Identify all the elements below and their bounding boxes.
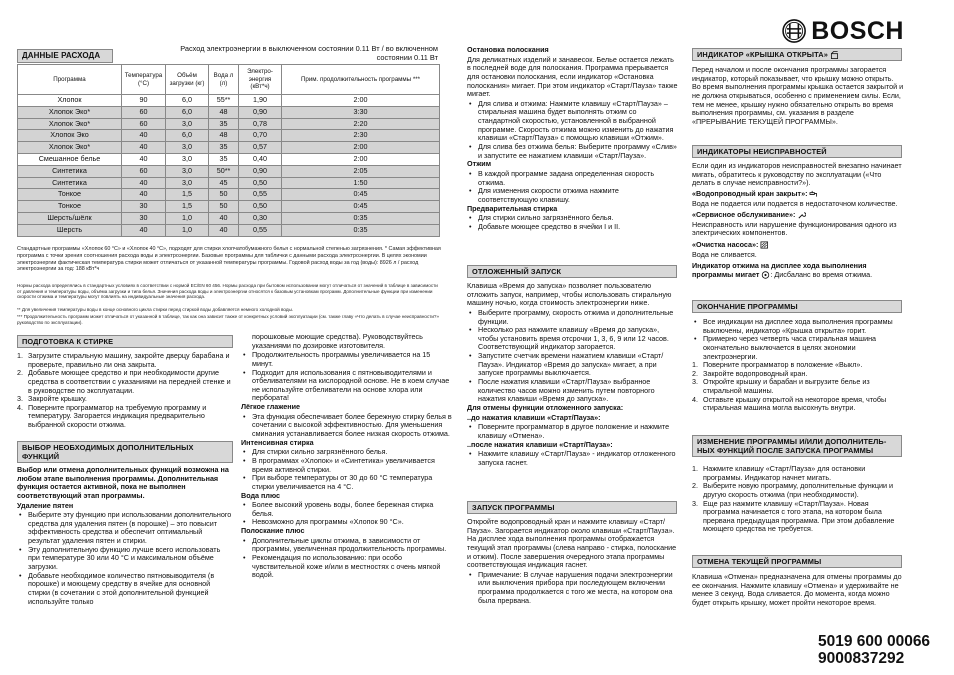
fault-intro: Если один из индикаторов неисправностей внезапно начинает мигать, обратитесь к руководству по эксплуатации («Что делать в случае неисправности?»). xyxy=(692,161,902,188)
table-cell: 0:45 xyxy=(282,201,440,213)
doc-code-1: 5019 600 00066 xyxy=(818,633,931,650)
list-item: • Все индикации на дисплее хода выполнения программы выключены, индикатор «Крышка открыта» горит. xyxy=(692,318,904,335)
list-item: • Подходит для использования с пятновыводителями и отбеливателями на кислородной основе. Не в коем случае не используйте отбеливатели на основе хлора или пербората! xyxy=(241,369,453,404)
list-item: 4. Оставьте крышку открытой на некоторое время, чтобы стиральная машина могла высохнуть внутри. xyxy=(692,394,887,413)
table-cell: 0,90 xyxy=(239,165,282,177)
table-cell: 0,90 xyxy=(239,106,282,118)
list-item: • Выберите программу, скорость отжима и дополнительные функции. xyxy=(467,309,679,326)
list-item: 1. Поверните программатор в положение «Выкл». xyxy=(692,360,863,370)
list-item: • Несколько раз нажмите клавишу «Время до запуска», чтобы установить время отсрочки 1, 3, 6, 9 или 12 часов. Соответствующий индикатор загорается. xyxy=(467,326,679,352)
table-cell: 40 xyxy=(122,142,166,154)
end-section xyxy=(692,318,904,413)
table-cell: 40 xyxy=(122,130,166,142)
table-row xyxy=(18,189,440,201)
table-cell: 3,0 xyxy=(166,177,209,189)
cancel-sub1: ..до нажатия клавиши «Старт/Пауза»: xyxy=(467,412,601,422)
lid-header xyxy=(692,48,902,61)
table-cell: 0,55 xyxy=(239,224,282,236)
list-item: • Дополнительные циклы отжима, в зависимости от программы, увеличенная продолжительность программы. xyxy=(241,537,453,554)
list-item: • Продолжительность программы увеличивается на 15 минут. xyxy=(241,351,453,368)
table-header-row xyxy=(18,65,440,95)
list-item: • При выборе температуры от 30 до 60 °C температура стирки увеличивается на 4 °C. xyxy=(241,474,453,491)
end-header: ОКОНЧАНИЕ ПРОГРАММЫ xyxy=(692,300,902,313)
fault-tap-text: Вода не подается или подается в недостаточном количестве. xyxy=(692,198,898,208)
list-item: • Эту дополнительную функцию лучше всего использовать при температуре 30 или 40 °C и максимальном объёме загрузки. xyxy=(17,546,233,572)
list-item: 2. Выберите новую программу, дополнительные функции и другую скорость отжима (при необходимости). xyxy=(692,481,893,499)
doc-code-2: 9000837292 xyxy=(818,650,905,667)
table-cell: 2:20 xyxy=(282,118,440,130)
table-cell: Хлопок Эко xyxy=(18,130,122,142)
table-cell: 3,0 xyxy=(166,118,209,130)
list-item: • Для слива и отжима: Нажмите клавишу «Старт/Пауза» – стиральная машина будет выполнять отжим со стандартной скоростью, установленной в выбранной программе. Скорость отжима можно изменить до нажатия клавиши «Старт/Пауза» с помощью клавиши «Отжим». xyxy=(467,100,679,143)
stop-intro: Для деликатных изделий и занавесок. Белье остается лежать в последней воде для полоскания. Программа прерывается для остановки полоскания, если индикатор «Остановка полоскания» мигает. При этом индикатор «Старт/Пауза» также мигает. xyxy=(467,54,678,99)
table-cell: 0:35 xyxy=(282,224,440,236)
fault-section xyxy=(692,162,904,281)
list-item: • Рекомендация по использованию: при особо чувствительной коже и/или в местностях с очень мягкой водой. xyxy=(241,554,453,580)
consumption-table xyxy=(17,64,440,237)
start-intro: Откройте водопроводный кран и нажмите клавишу «Старт/Пауза». Загорается индикатор около клавиши «Старт/Пауза». На дисплее хода выполнения программы отображается текущий этап программы (слева направо - стирка, полоскание и отжим). После завершения очередного этапа программы соответствующая индикация гаснет. xyxy=(467,517,677,570)
table-cell: Тонкое xyxy=(18,201,122,213)
list-item: • Более высокий уровень воды, более бережная стирка белья. xyxy=(241,501,453,518)
table-cell: 50** xyxy=(209,165,239,177)
standby-consumption: Расход электроэнергии в выключенном состоянии 0.11 Вт / во включенном состоянии 0.11 Вт xyxy=(180,44,438,62)
table-cell: 40 xyxy=(122,153,166,165)
table-row xyxy=(18,106,440,118)
table-cell: Синтетика xyxy=(18,165,122,177)
table-cell: Шерсть/шёлк xyxy=(18,212,122,224)
table-cell: 30 xyxy=(122,201,166,213)
footnote-2: ** Для увеличения температуры воды в конце основного цикла стирки перед стиркой воды добавляется немного холодной воды. xyxy=(17,307,294,312)
prep-header: ПОДГОТОВКА К СТИРКЕ xyxy=(17,335,233,348)
list-item: • В программах «Хлопок» и «Синтетика» увеличивается время активной стирки. xyxy=(241,457,453,474)
list-item: • Поверните программатор в другое положение и нажмите клавишу «Отмена». xyxy=(467,423,679,440)
list-item: 3. Закройте крышку. xyxy=(17,394,87,404)
list-item: 3. Откройте крышку и барабан и выгрузите белье из стиральной машины. xyxy=(692,377,870,396)
list-item: • Для слива без отжима белья: Выберите программу «Слив» и запустите ее нажатием клавиши «Старт/Пауза». xyxy=(467,143,679,160)
list-item: • Невозможно для программы «Хлопок 90 °C». xyxy=(241,518,453,527)
list-item: • После нажатия клавиши «Старт/Пауза» выбранное количество часов можно изменить путем повторного нажатия клавиши «Время до запуска». xyxy=(467,378,679,404)
cancel-program-text: Клавиша «Отмена» предназначена для отмены программы до ее окончания. Нажмите клавишу «Отмена» и удерживайте не менее 3 секунд. Вода сливается. До момента, когда можно будет открыть крышку, может пройти некоторое время. xyxy=(692,572,902,607)
list-item: • Для стирки сильно загрязнённого белья. xyxy=(241,448,453,457)
table-cell: 60 xyxy=(122,118,166,130)
list-item: • Добавьте необходимое количество пятновыводителя (в порошке) и моющему средству в ячейке для основной стирки (в сочетании с этой дополнительной функцией используйте только xyxy=(17,572,233,607)
table-row xyxy=(18,142,440,154)
spin-title: Отжим xyxy=(467,159,492,169)
footnote-main: Стандартные программы «Хлопок 60 °C» и «Хлопок 40 °C», подходят для стирки хлопчатобумажного белья с нормальной степенью загрязнения. * Самая эффективная программа с точки зрения соотношения расхода воды и электроэнергии. Базовые программы для таблички с данными расхода электроэнергии. В целях экономии электроэнергии фактическая температура стирки может отличаться от указанной температуры программы. Годовой расход воды за год (воды): 8926 л / расход электроэнергии за год: 188 кВт*ч xyxy=(17,246,441,273)
table-cell: 2:30 xyxy=(282,130,440,142)
table-row xyxy=(18,95,440,107)
list-item: • Добавьте моющее средство в ячейки I и II. xyxy=(467,223,679,232)
rinse-title: Полоскание плюс xyxy=(241,526,305,536)
list-item: 2. Добавьте моющее средство и при необходимости другие средства в соответствии с указаниями на передней стенке и в руководстве по эксплуатации. xyxy=(17,368,231,395)
table-cell: 40 xyxy=(209,224,239,236)
delay-section xyxy=(467,282,679,467)
table-cell: Смешанное белье xyxy=(18,153,122,165)
table-cell: 0,40 xyxy=(239,153,282,165)
cancel-title: Для отмены функции отложенного запуска: xyxy=(467,402,624,412)
list-item: • Эта функция обеспечивает более бережную стирку белья в сочетании с высокой эффективностью. Для уменьшения сминания устанавливается более низкая скорость отжима. xyxy=(241,413,453,439)
wrench-icon xyxy=(797,210,806,219)
water-title: Вода плюс xyxy=(241,490,280,500)
list-item: • Примерно через четверть часа стиральная машина окончательно выключается в целях экономии электроэнергии. xyxy=(692,335,904,361)
fault-service-title: «Сервисное обслуживание»: xyxy=(692,210,796,220)
col-energy: Электро-энергия (кВт*ч) xyxy=(239,65,282,95)
table-cell: 6,0 xyxy=(166,95,209,107)
table-cell: 60 xyxy=(122,106,166,118)
table-cell: 1,90 xyxy=(239,95,282,107)
table-cell: 3,0 xyxy=(166,153,209,165)
table-cell: 90 xyxy=(122,95,166,107)
change-section xyxy=(692,465,904,534)
fault-service-text: Неисправность или нарушение функционирования одного из электрических компонентов. xyxy=(692,219,897,238)
change-header: ИЗМЕНЕНИЕ ПРОГРАММЫ И/ИЛИ ДОПОЛНИТЕЛЬ-НЫХ ФУНКЦИЙ ПОСЛЕ ЗАПУСКА ПРОГРАММЫ xyxy=(692,435,902,457)
list-item: 1. Загрузите стиральную машину, закройте дверцу барабана и проверьте, правильно ли она закрыта. xyxy=(17,351,230,369)
list-item: 4. Поверните программатор на требуемую программу и температуру. Загорается индикация предварительно выбранной скорости отжима. xyxy=(17,402,207,430)
table-row xyxy=(18,212,440,224)
table-cell: 55** xyxy=(209,95,239,107)
extra-section xyxy=(17,466,233,606)
table-cell: 1,0 xyxy=(166,224,209,236)
table-cell: 0,78 xyxy=(239,118,282,130)
table-cell: 0,30 xyxy=(239,212,282,224)
table-row xyxy=(18,201,440,213)
stain-title: Удаление пятен xyxy=(17,500,74,510)
col-program: Программа xyxy=(18,65,122,95)
table-cell: Хлопок Эко* xyxy=(18,118,122,130)
table-cell: 0,50 xyxy=(239,177,282,189)
table-cell: 6,0 xyxy=(166,106,209,118)
table-cell: 30 xyxy=(122,212,166,224)
table-cell: 0,70 xyxy=(239,130,282,142)
list-item: 2. Закройте водопроводный кран. xyxy=(692,368,808,378)
table-cell: 35 xyxy=(209,153,239,165)
pre-title: Предварительная стирка xyxy=(467,203,558,213)
table-cell: Тонкое xyxy=(18,189,122,201)
intensive-title: Интенсивная стирка xyxy=(241,437,314,447)
table-row xyxy=(18,118,440,130)
list-item: • Для стирки сильно загрязнённого белья. xyxy=(467,214,679,223)
table-cell: 45 xyxy=(209,177,239,189)
tap-closed-icon xyxy=(809,189,818,198)
data-section-header: ДАННЫЕ РАСХОДА xyxy=(17,49,113,63)
delay-header: ОТЛОЖЕННЫЙ ЗАПУСК xyxy=(467,265,677,278)
extra-header: ВЫБОР НЕОБХОДИМЫХ ДОПОЛНИТЕЛЬНЫХ ФУНКЦИЙ xyxy=(17,441,233,463)
table-cell: 50 xyxy=(209,189,239,201)
stain-cont: порошковые моющие средства). Руководствуйтесь указаниями по дозировке изготовителя. xyxy=(252,332,423,350)
table-cell: 48 xyxy=(209,130,239,142)
table-cell: 40 xyxy=(122,224,166,236)
table-cell: Хлопок xyxy=(18,95,122,107)
brand-name: BOSCH xyxy=(811,16,904,45)
table-cell: 0:35 xyxy=(282,212,440,224)
table-cell: 35 xyxy=(209,118,239,130)
list-item: • Для изменения скорости отжима нажмите соответствующую клавишу. xyxy=(467,187,679,204)
bosch-armature-icon xyxy=(782,14,806,48)
start-section xyxy=(467,518,679,605)
stop-title: Остановка полоскания xyxy=(467,45,549,54)
table-cell: Шерсть xyxy=(18,224,122,236)
fault-header: ИНДИКАТОРЫ НЕИСПРАВНОСТЕЙ xyxy=(692,145,902,158)
lid-text: Перед началом и после окончания программы загорается индикатор, который показывает, что крышку можно открыть. Во время выполнения программы крышка остается закрытой и не должна открываться, особенно с применением силы. Если, тем не менее, крышку нужно обязательно открыть во время выполнения программы, см. указания в разделе «ПРЕРЫВАНИЕ ТЕКУЩЕЙ ПРОГРАММЫ». xyxy=(692,65,904,126)
extra-intro: Выбор или отмена дополнительных функций возможна на любом этапе выполнения программы. Дополнительная функция остается активной, пока не выполнен соответствующий этап программы. xyxy=(17,465,229,500)
table-cell: 2:00 xyxy=(282,95,440,107)
list-item: 3. Еще раз нажмите клавишу «Старт/Пауза». Новая программа начинается с того этапа, на котором была прервана предыдущая программа. При этом добавление моющего средства не требуется. xyxy=(692,498,895,534)
table-cell: 2:00 xyxy=(282,153,440,165)
table-cell: 40 xyxy=(209,212,239,224)
table-row xyxy=(18,224,440,236)
table-cell: 48 xyxy=(209,106,239,118)
col-duration: Прим. продолжительность программы *** xyxy=(282,65,440,95)
table-row xyxy=(18,177,440,189)
table-cell: 3:30 xyxy=(282,106,440,118)
table-cell: 0:45 xyxy=(282,189,440,201)
col2-section xyxy=(241,333,453,580)
table-cell: 6,0 xyxy=(166,130,209,142)
bosch-logo xyxy=(782,14,904,48)
cancel-sub2: ..после нажатия клавиши «Старт/Пауза»: xyxy=(467,439,613,449)
prep-steps xyxy=(17,352,233,430)
table-cell: 2:00 xyxy=(282,142,440,154)
col-load: Объём загрузки (кг) xyxy=(166,65,209,95)
list-item: 1. Нажмите клавишу «Старт/Пауза» для остановки программы. Индикатор начнет мигать. xyxy=(692,464,866,482)
fault-key-text: : Дисбаланс во время отжима. xyxy=(770,270,873,280)
fault-key-title: Индикатор отжима на дисплее хода выполнения программы мигает xyxy=(692,261,867,280)
easy-title: Лёгкое глажение xyxy=(241,402,301,412)
table-cell: 1,5 xyxy=(166,189,209,201)
table-cell: Хлопок Эко* xyxy=(18,106,122,118)
list-item: • В каждой программе задана определенная скорость отжима. xyxy=(467,170,679,187)
table-cell: 40 xyxy=(122,177,166,189)
table-cell: 2:05 xyxy=(282,165,440,177)
table-cell: Синтетика xyxy=(18,177,122,189)
table-cell: 50 xyxy=(209,201,239,213)
col3-top xyxy=(467,46,679,231)
table-cell: 3,0 xyxy=(166,165,209,177)
list-item: • Выберите эту функцию при использовании дополнительного средства для удаления пятен (в порошке) – это повысит эффективность средства и обеспечит оптимальный результат удаления пятен и стирки. xyxy=(17,511,233,546)
table-row xyxy=(18,153,440,165)
table-cell: 0,50 xyxy=(239,201,282,213)
table-cell: 3,0 xyxy=(166,142,209,154)
table-cell: 1,5 xyxy=(166,201,209,213)
lid-header-label: ИНДИКАТОР «КРЫШКА ОТКРЫТА» xyxy=(697,50,828,59)
footnote-small: Нормы расхода определялись в стандартных условиях в соответствии с нормой EC/EN 60 456. Нормы расхода при бытовом использовании могут отличаться от значений в таблице в зависимости от давления и температуры воды, объёма загрузки и типа белья. Значения расхода воды и электроэнергии относятся к базовым установкам программ. Дополнительные функции при изменении скорости отжима и температуры могут повлиять на индивидуальные значения расхода. xyxy=(17,283,438,300)
fault-pump-title: «Очистка насоса»: xyxy=(692,240,759,250)
table-cell: 35 xyxy=(209,142,239,154)
cancel-program-header: ОТМЕНА ТЕКУЩЕЙ ПРОГРАММЫ xyxy=(692,555,902,568)
start-header: ЗАПУСК ПРОГРАММЫ xyxy=(467,501,677,514)
col-water: Вода л (л) xyxy=(209,65,239,95)
fault-tap-title: «Водопроводный кран закрыт»: xyxy=(692,188,808,198)
list-item: • Нажмите клавишу «Старт/Пауза» - индикатор отложенного запуска гаснет. xyxy=(467,450,679,467)
col-temperature: Температура (°C) xyxy=(122,65,166,95)
lid-open-icon xyxy=(830,50,839,59)
table-cell: 40 xyxy=(122,189,166,201)
table-cell: 1,0 xyxy=(166,212,209,224)
list-item: • Запустите счетчик времени нажатием клавиши «Старт/Пауза». Индикатор «Время до запуска» мигает, а при запуске программы выключается. xyxy=(467,352,679,378)
table-cell: 60 xyxy=(122,165,166,177)
table-cell: 1:50 xyxy=(282,177,440,189)
delay-intro: Клавиша «Время до запуска» позволяет пользователю отложить запуск, например, чтобы использовать стиральную машину ночью, когда стоимость электроэнергии ниже. xyxy=(467,281,672,308)
table-cell: Хлопок Эко* xyxy=(18,142,122,154)
list-item: • Примечание: В случае нарушения подачи электроэнергии или выключения прибора при последующем включении программа продолжается с того же места, на котором она была прервана. xyxy=(467,571,679,606)
pump-icon xyxy=(760,240,769,249)
table-cell: 0,57 xyxy=(239,142,282,154)
table-row xyxy=(18,165,440,177)
fault-pump-text: Вода не сливается. xyxy=(692,249,757,259)
table-row xyxy=(18,130,440,142)
footnote-3: *** Продолжительность программ может отличаться от указанной в таблице, так как она зависит также от конкретных условий эксплуатации (см. также главу «Что делать в случае неисправности?» руководство по эксплуатации). xyxy=(17,314,440,325)
table-cell: 0,55 xyxy=(239,189,282,201)
